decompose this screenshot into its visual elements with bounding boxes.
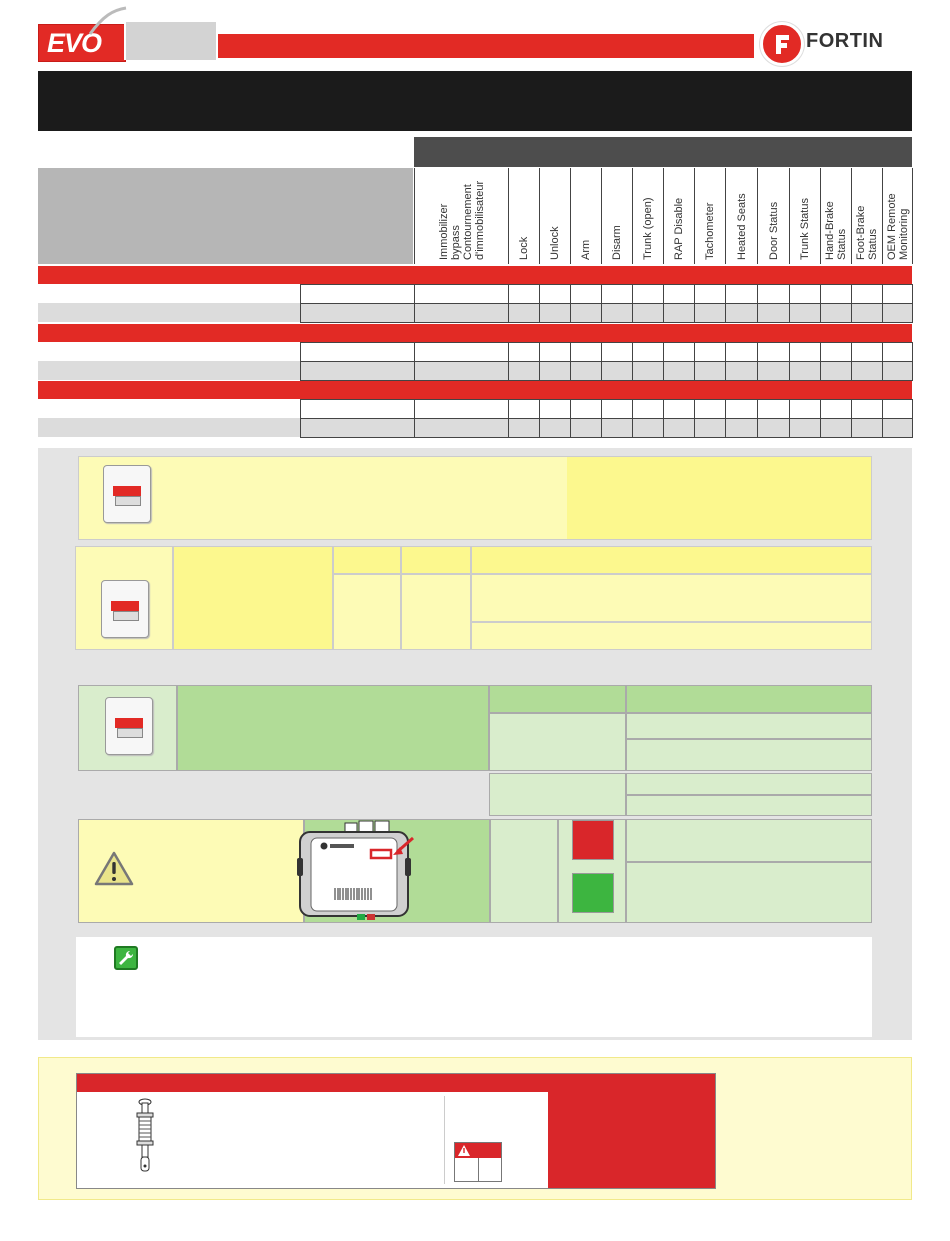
- table-cell: [725, 361, 758, 381]
- table-cell: [694, 342, 726, 362]
- table-cell: [694, 284, 726, 304]
- section-3-head-b: [626, 685, 872, 713]
- table-cell: [663, 303, 695, 323]
- table-cell: [508, 303, 540, 323]
- table-cell: [632, 399, 664, 419]
- column-header: [663, 168, 695, 264]
- column-header: [539, 168, 571, 264]
- hood-pin-switch-icon: [130, 1097, 160, 1177]
- evo-one-module-icon: [101, 580, 149, 638]
- table-cell: [882, 303, 913, 323]
- table-cell: [601, 399, 633, 419]
- table-cell: [820, 303, 852, 323]
- table-cell: [663, 361, 695, 381]
- table-cell: [601, 361, 633, 381]
- table-cell: [882, 399, 913, 419]
- column-header-label: Tachometer: [704, 202, 716, 260]
- table-cell: [725, 284, 758, 304]
- table-cell: [663, 342, 695, 362]
- evo-one-module-icon: [105, 697, 153, 755]
- section-2-head-a: [333, 546, 401, 574]
- table-cell: [570, 361, 602, 381]
- table-cell: [414, 303, 509, 323]
- column-header-label: OEM Remote Monitoring: [885, 193, 910, 260]
- part-box-header: [77, 1074, 548, 1092]
- column-header: [882, 168, 913, 264]
- table-cell: [539, 399, 571, 419]
- section-4-cell-a: [490, 819, 558, 923]
- column-header-label: Unlock: [549, 226, 561, 260]
- evo-logo: EVO: [38, 24, 126, 62]
- table-cell: [539, 303, 571, 323]
- table-cell: [851, 303, 883, 323]
- column-header: [632, 168, 664, 264]
- table-cell: [508, 399, 540, 419]
- table-cell: [694, 418, 726, 438]
- column-header-label: Door Status: [767, 201, 780, 260]
- table-cell: [820, 418, 852, 438]
- table-cell: [851, 284, 883, 304]
- column-header-label: Trunk (open): [642, 197, 654, 260]
- section-3-cell-a: [489, 713, 626, 771]
- table-cell: [789, 418, 821, 438]
- table-cell: [300, 342, 415, 362]
- section-3-cell-c: [489, 773, 626, 816]
- table-cell: [757, 399, 790, 419]
- table-cell: [601, 342, 633, 362]
- table-row-label: [38, 303, 300, 322]
- column-header-label: Trunk Status: [799, 198, 811, 260]
- part-box-divider: [444, 1096, 445, 1184]
- column-header-label: Lock: [518, 236, 530, 260]
- fortin-wordmark: FORTIN: [806, 30, 884, 52]
- table-cell: [757, 361, 790, 381]
- section-2-label: [173, 546, 333, 650]
- category-row: [38, 324, 912, 342]
- column-header: [601, 168, 633, 264]
- section-2-cell-c1: [471, 574, 872, 622]
- header-red-bar: [218, 34, 754, 58]
- table-cell: [725, 303, 758, 323]
- column-header: [414, 168, 509, 264]
- table-cell: [694, 361, 726, 381]
- table-cell: [882, 418, 913, 438]
- table-cell: [539, 284, 571, 304]
- status-green-swatch: [572, 873, 614, 913]
- column-header: [851, 168, 883, 264]
- table-row-label: [38, 284, 300, 303]
- table-cell: [300, 303, 415, 323]
- table-cell: [414, 284, 509, 304]
- table-cell: [820, 399, 852, 419]
- table-cell: [508, 342, 540, 362]
- section-2-cell-a: [333, 574, 401, 650]
- table-cell: [882, 284, 913, 304]
- vehicle-header-block: [38, 168, 413, 264]
- column-header: [725, 168, 758, 264]
- table-cell: [725, 399, 758, 419]
- table-cell: [851, 361, 883, 381]
- column-header-label: Arm: [580, 239, 592, 260]
- table-row-label: [38, 361, 300, 380]
- column-header-label: RAP Disable: [673, 197, 685, 260]
- column-header: [570, 168, 602, 264]
- table-cell: [539, 418, 571, 438]
- section-3-cell-d1: [626, 773, 872, 795]
- column-header: [789, 168, 821, 264]
- table-cell: [539, 361, 571, 381]
- table-cell: [663, 284, 695, 304]
- section-2-cell-c2: [471, 622, 872, 650]
- table-cell: [414, 342, 509, 362]
- table-cell: [570, 342, 602, 362]
- column-header: [508, 168, 540, 264]
- table-cell: [851, 342, 883, 362]
- table-cell: [632, 361, 664, 381]
- table-cell: [508, 418, 540, 438]
- table-row-label: [38, 418, 300, 437]
- warning-triangle-icon: [94, 851, 134, 887]
- table-cell: [694, 399, 726, 419]
- table-cell: [414, 418, 509, 438]
- section-2-cell-b: [401, 574, 471, 650]
- table-cell: [663, 418, 695, 438]
- table-cell: [570, 284, 602, 304]
- table-cell: [601, 303, 633, 323]
- table-cell: [789, 342, 821, 362]
- notes-box: [76, 937, 872, 1037]
- part-box-red-panel: [548, 1074, 715, 1188]
- table-cell: [851, 399, 883, 419]
- column-header: [694, 168, 726, 264]
- category-row: [38, 381, 912, 399]
- table-cell: [757, 418, 790, 438]
- evo-swoosh-icon: [88, 6, 128, 36]
- table-cell: [570, 303, 602, 323]
- table-cell: [820, 284, 852, 304]
- table-cell: [632, 284, 664, 304]
- section-3-head-a: [489, 685, 626, 713]
- column-header-label: Immobilizer bypass Contournement d'immobilisateur: [437, 180, 486, 260]
- evo-one-module-icon: [103, 465, 151, 523]
- table-cell: [789, 303, 821, 323]
- section-1-right: [567, 457, 871, 539]
- table-cell: [725, 418, 758, 438]
- table-cell: [539, 342, 571, 362]
- table-cell: [882, 342, 913, 362]
- section-3-cell-d2: [626, 795, 872, 816]
- table-cell: [508, 284, 540, 304]
- title-band: [38, 71, 912, 131]
- table-row-label: [38, 342, 300, 361]
- table-cell: [663, 399, 695, 419]
- table-cell: [601, 284, 633, 304]
- section-4-cell-c1: [626, 819, 872, 862]
- table-cell: [789, 399, 821, 419]
- table-cell: [570, 418, 602, 438]
- wrench-icon: [114, 946, 138, 970]
- table-cell: [882, 361, 913, 381]
- section-2-head-b: [401, 546, 471, 574]
- table-cell: [414, 399, 509, 419]
- table-cell: [570, 399, 602, 419]
- table-cell: [820, 361, 852, 381]
- column-header-label: Heated Seats: [735, 193, 748, 260]
- table-cell: [300, 284, 415, 304]
- feature-header-bar: [414, 137, 912, 167]
- table-cell: [632, 418, 664, 438]
- table-cell: [300, 418, 415, 438]
- table-cell: [789, 284, 821, 304]
- category-row: [38, 266, 912, 284]
- fortin-module-device-icon: [297, 818, 417, 923]
- table-cell: [508, 361, 540, 381]
- table-cell: [414, 361, 509, 381]
- column-header-label: Foot-Brake Status: [855, 205, 879, 260]
- column-header: [757, 168, 790, 264]
- table-cell: [694, 303, 726, 323]
- hazard-label-icon: [454, 1142, 502, 1182]
- table-cell: [725, 342, 758, 362]
- header-gray-block: [124, 22, 216, 60]
- table-cell: [632, 342, 664, 362]
- table-cell: [789, 361, 821, 381]
- section-3-label: [177, 685, 489, 771]
- fortin-f-icon: [760, 22, 804, 66]
- column-header: [820, 168, 852, 264]
- section-3-cell-b1: [626, 713, 872, 739]
- column-header-label: Hand-Brake Status: [824, 201, 848, 260]
- table-cell: [757, 284, 790, 304]
- table-cell: [851, 418, 883, 438]
- table-cell: [632, 303, 664, 323]
- column-header-label: Disarm: [611, 225, 623, 260]
- section-4-cell-c2: [626, 862, 872, 923]
- fortin-logo: [754, 20, 924, 64]
- table-row-label: [38, 399, 300, 418]
- table-cell: [757, 342, 790, 362]
- table-cell: [601, 418, 633, 438]
- table-cell: [820, 342, 852, 362]
- section-3-cell-b2: [626, 739, 872, 771]
- table-cell: [757, 303, 790, 323]
- table-cell: [300, 361, 415, 381]
- status-red-swatch: [572, 820, 614, 860]
- table-cell: [300, 399, 415, 419]
- section-2-head-c: [471, 546, 872, 574]
